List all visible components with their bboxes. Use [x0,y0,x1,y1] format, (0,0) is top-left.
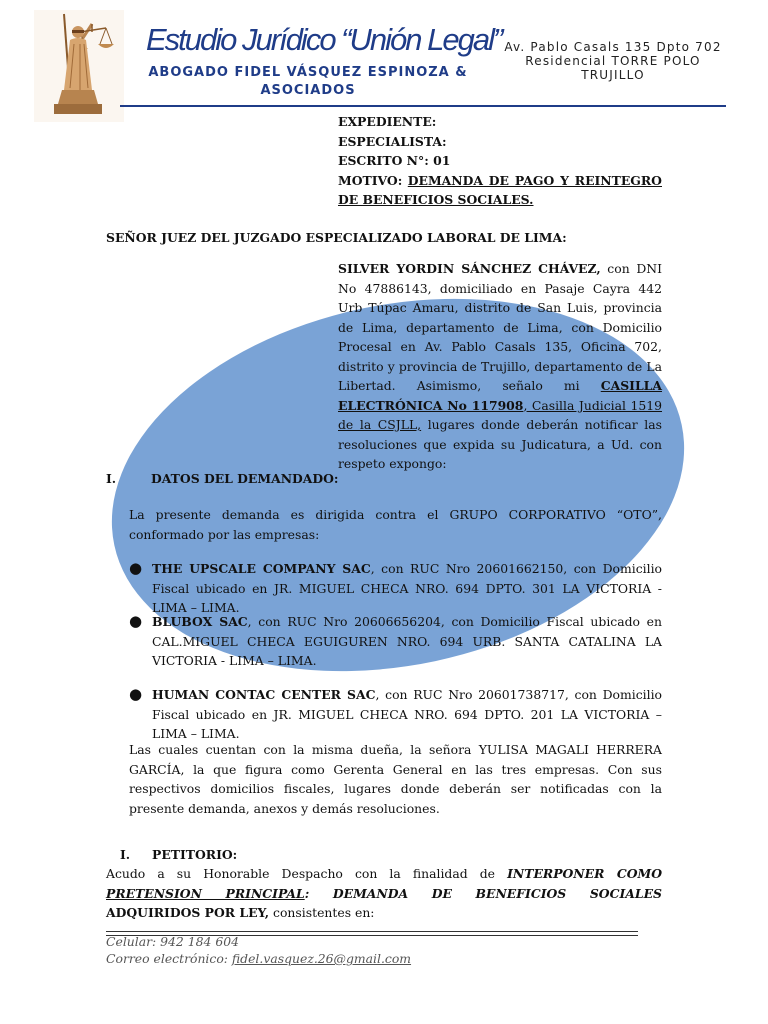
section-title: PETITORIO: [152,847,238,862]
address-line-1: Av. Pablo Casals 135 Dpto 702 [504,40,722,54]
bullet-icon: ● [129,559,143,577]
defendant-intro: La presente demanda es dirigida contra el GRUPO CORPORATIVO “OTO”, conformado por las empresas: [129,507,662,542]
address-line-2: Residencial TORRE POLO [525,54,701,68]
plaintiff-details: con DNI No 47886143, domiciliado en Pasaje Cayra 442 Urb Túpac Amaru, distrito de San Luis, provincia de Lima, departamento de Lima, con Domicilio Procesal en Av. Pablo Casals 135, Oficina 702, distrito y provincia de Trujillo, departamento de La Libertad. Asimismo, señalo mi [338,261,662,393]
judicial-mailbox: , Casilla Judicial 1519 de la CSJLL, [338,397,662,432]
company-name: THE UPSCALE COMPANY SAC [152,561,371,576]
bullet-icon: ● [129,612,143,630]
section-petitorio-heading [106,845,666,865]
owner-paragraph: Las cuales cuentan con la misma dueña, la señora YULISA MAGALI HERRERA GARCÍA, la que figura como Gerenta General en las tres empresas. Con sus respectivos domicilios fiscales, lugares donde deberán ser notificadas con la presente demanda, anexos y demás resoluciones. [129,742,662,816]
address-line-3: TRUJILLO [581,68,645,82]
motivo-value: DEMANDA DE PAGO Y REINTEGRO DE BENEFICIOS SOCIALES. [338,172,662,207]
escrito-number: ESCRITO N°: 01 [338,153,451,168]
lady-justice-logo [34,10,124,122]
petitorio-text: Acudo a su Honorable Despacho con la finalidad de [106,866,508,881]
especialista-label: ESPECIALISTA: [338,133,447,149]
petitorio-end: consistentes en: [269,905,375,920]
plaintiff-closing: lugares donde deberán notificar las resoluciones que expida su Judicatura, a Ud. con respeto expongo: [338,417,662,471]
firm-subtitle: ABOGADO FIDEL VÁSQUEZ ESPINOZA & ASOCIADOS [148,65,468,98]
company-item [129,685,662,744]
petitorio-emphasis: INTERPONER COMO [507,866,662,881]
section-number: I. [106,471,117,486]
firm-address [500,40,726,82]
company-detail: , con RUC Nro 20606656204, con Domicilio Fiscal ubicado en CAL.MIGUEL CHECA EGUIGUREN NRO. 694 URB. SANTA CATALINA LA VICTORIA - LIMA – LIMA. [152,614,662,668]
court-address: SEÑOR JUEZ DEL JUZGADO ESPECIALIZADO LABORAL DE LIMA: [106,230,567,245]
company-detail: , con RUC Nro 20601738717, con Domicilio Fiscal ubicado en JR. MIGUEL CHECA NRO. 694 DPTO. 201 LA VICTORIA – LIMA – LIMA. [152,687,663,741]
section-title: DATOS DEL DEMANDADO: [151,471,339,486]
pretension-principal: PRETENSION PRINCIPAL [106,885,305,901]
case-metadata [338,112,662,210]
company-item [129,559,662,618]
company-item [129,612,662,671]
motivo-row [338,171,662,210]
company-name: BLUBOX SAC [152,614,248,629]
motivo-label: MOTIVO: [338,172,403,188]
demand-type: : DEMANDA DE BENEFICIOS SOCIALES [304,885,662,901]
electronic-mailbox: CASILLA ELECTRÓNICA No 117908 [338,378,662,413]
footer-email-label: Correo electrónico: [106,951,232,966]
company-detail: , con RUC Nro 20601662150, con Domicilio Fiscal ubicado en JR. MIGUEL CHECA NRO. 694 DPTO. 301 LA VICTORIA - LIMA – LIMA. [152,561,662,615]
bullet-icon: ● [129,685,143,703]
section-number: I. [120,847,131,862]
petitorio-paragraph [106,864,662,923]
footer-email-link[interactable]: fidel.vasquez.26@gmail.com [231,951,412,966]
adquiridos-por-ley: ADQUIRIDOS POR LEY, [106,905,270,920]
footer-phone: Celular: 942 184 604 [106,934,239,949]
footer [106,933,411,967]
footer-email-row [106,950,411,967]
plaintiff-name: SILVER YORDIN SÁNCHEZ CHÁVEZ, [338,261,601,276]
firm-name: Estudio Jurídico “Unión Legal” [146,22,502,57]
company-name: HUMAN CONTAC CENTER SAC [152,687,376,702]
header-divider [120,105,726,107]
expediente-label: EXPEDIENTE: [338,114,437,129]
plaintiff-intro [338,259,662,474]
section-defendant-heading [106,469,666,489]
